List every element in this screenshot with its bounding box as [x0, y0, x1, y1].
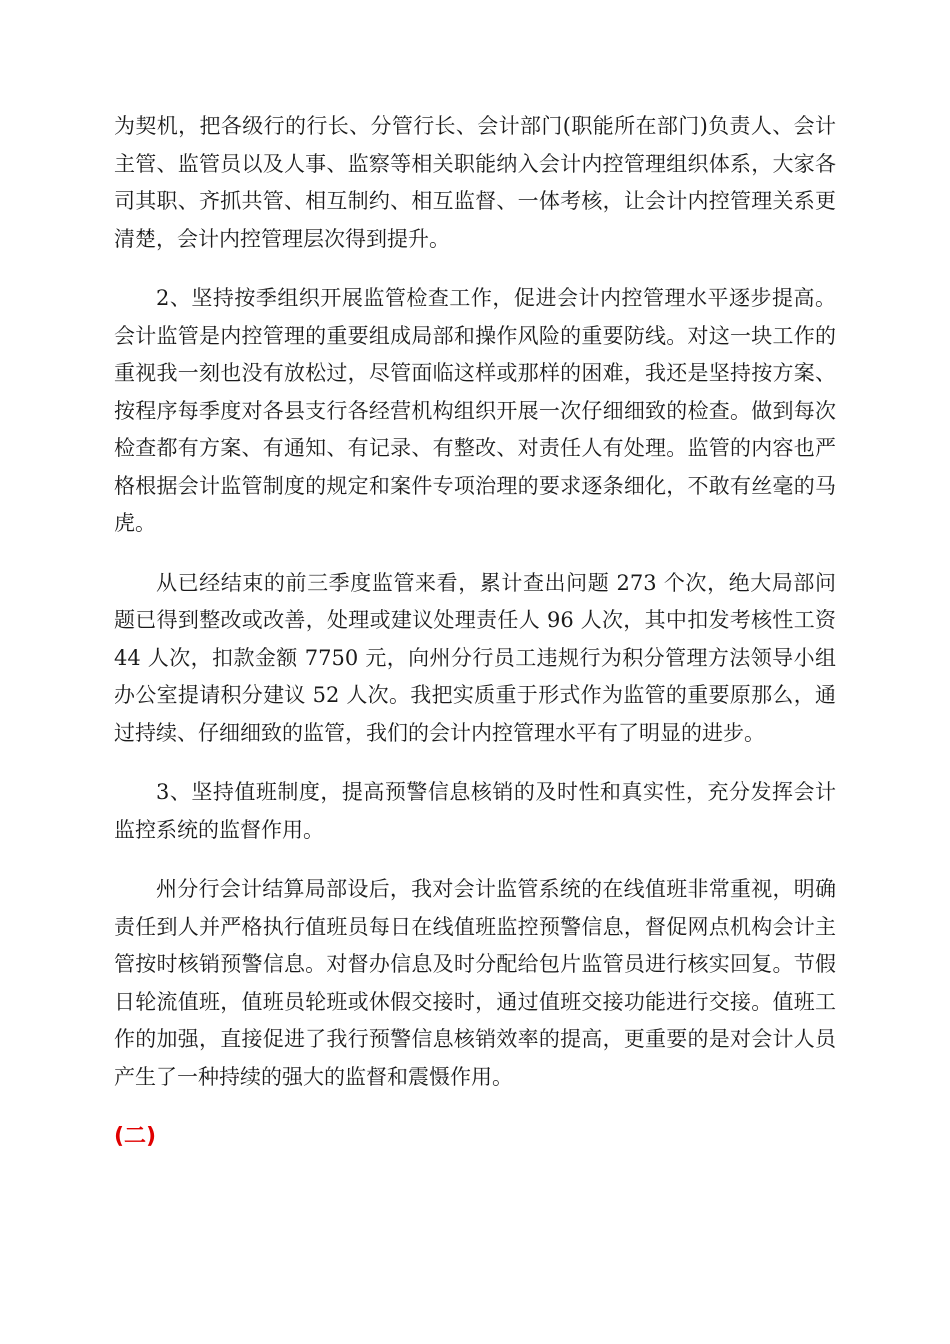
paragraph-gap — [114, 849, 836, 871]
paragraph-online-duty: 州分行会计结算局部设后，我对会计监管系统的在线值班非常重视，明确责任到人并严格执行值班员每日在线值班监控预警信息，督促网点机构会计主管按时核销预警信息。对督办信息及时分配给包片监管员进行核实回复。节假日轮流值班，值班员轮班或休假交接时，通过值班交接功能进行交接。值班工作的加强，直接促进了我行预警信息核销效率的提高，更重要的是对会计人员产生了一种持续的强大的监督和震慑作用。 — [114, 877, 836, 1089]
paragraph-continuation: 为契机，把各级行的行长、分管行长、会计部门(职能所在部门)负责人、会计主管、监管员以及人事、监察等相关职能纳入会计内控管理组织体系，大家各司其职、齐抓共管、相互制约、相互监督、一体考核，让会计内控管理关系更清楚，会计内控管理层次得到提升。 — [114, 114, 836, 251]
document-page — [114, 108, 836, 1155]
paragraph-gap — [114, 752, 836, 774]
paragraph-gap — [114, 258, 836, 280]
section-heading: (二) — [114, 1124, 157, 1149]
paragraph-supervision-results: 从已经结束的前三季度监管来看，累计查出问题 273 个次，绝大局部问题已得到整改或改善，处理或建议处理责任人 96 人次，其中扣发考核性工资 44 人次，扣款金额 7750 元，向州分行员工违规行为积分管理方法领导小组办公室提请积分建议 52 人次。我把实质重于形式作为监管的重要原那么，通过持续、仔细细致的监管，我们的会计内控管理水平有了明显的进步。 — [114, 570, 836, 745]
paragraph-gap — [114, 1096, 836, 1118]
paragraph-supervision-inspection: 2、坚持按季组织开展监管检查工作，促进会计内控管理水平逐步提高。会计监管是内控管理的重要组成局部和操作风险的重要防线。对这一块工作的重视我一刻也没有放松过，尽管面临这样或那样的困难，我还是坚持按方案、按程序每季度对各县支行各经营机构组织开展一次仔细细致的检查。做到每次检查都有方案、有通知、有记录、有整改、对责任人有处理。监管的内容也严格根据会计监管制度的规定和案件专项治理的要求逐条细化，不敢有丝毫的马虎。 — [114, 286, 836, 535]
paragraph-duty-system: 3、坚持值班制度，提高预警信息核销的及时性和真实性，充分发挥会计监控系统的监督作用。 — [114, 780, 836, 842]
paragraph-gap — [114, 543, 836, 565]
